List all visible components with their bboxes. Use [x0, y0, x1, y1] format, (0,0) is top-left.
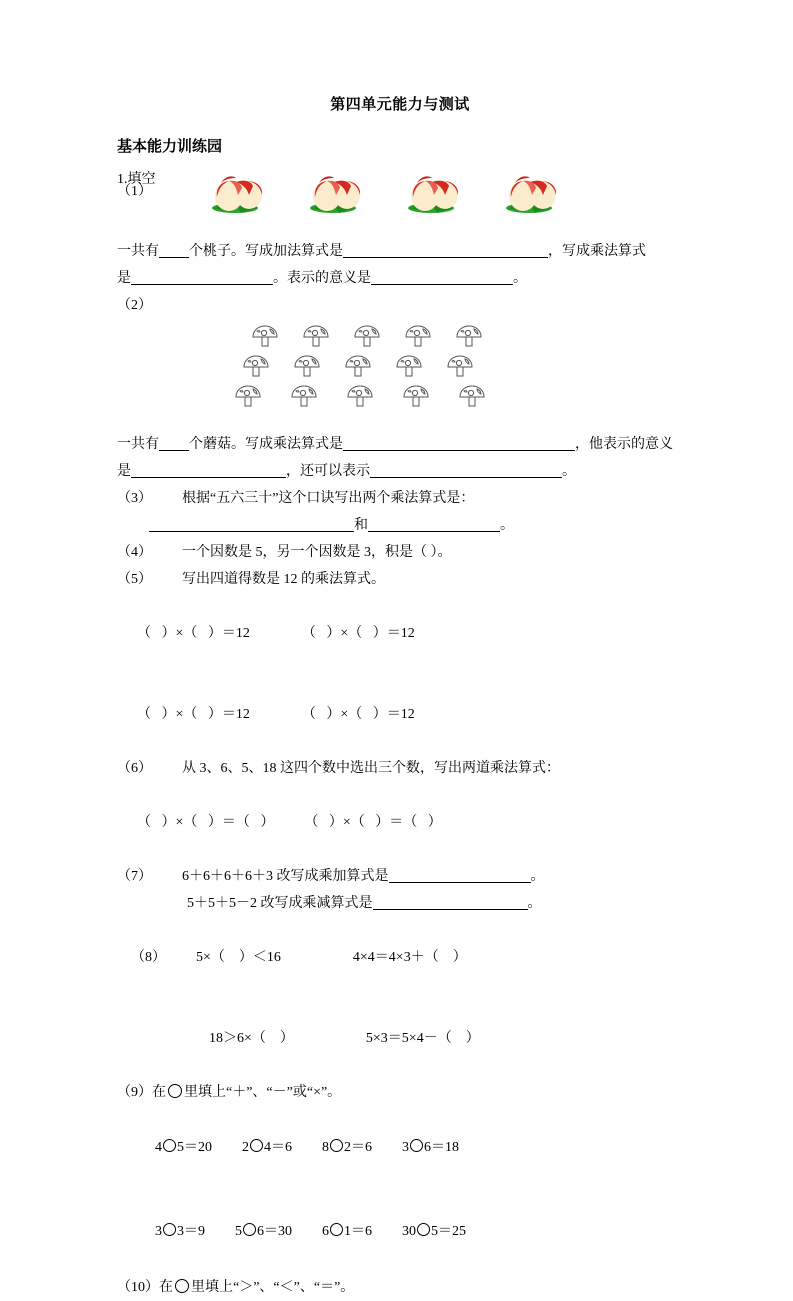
item-5-equation[interactable]: （ ）×（ ）＝12: [137, 706, 250, 722]
item-2-number: （2）: [117, 297, 152, 313]
item-3-blank-1[interactable]: [149, 516, 354, 532]
section-heading: 基本能力训练园: [117, 138, 223, 155]
peach-group-3: [401, 162, 467, 218]
item-8-row-1: [117, 917, 683, 998]
peach-group-2: [303, 162, 369, 218]
mushroom-row-1: [250, 323, 683, 353]
item-7-number: （7）: [117, 868, 152, 884]
item-8-expression[interactable]: 5×3＝5×4－（ ）: [365, 1030, 480, 1046]
item-5-equation[interactable]: （ ）×（ ）＝12: [301, 625, 415, 641]
item-3-joiner: 和: [354, 517, 368, 533]
mushroom-icon: [233, 383, 263, 411]
item-1-line-1: [117, 238, 683, 265]
item-5-equation[interactable]: （ ）×（ ）＝12: [137, 625, 250, 641]
item-6-text: 从 3、6、5、18 这四个数中选出三个数，写出两道乘法算式：: [182, 760, 560, 776]
circle-blank-icon[interactable]: [417, 1223, 430, 1236]
mushroom-icon: [454, 323, 484, 351]
item-2-blank-meaning-2[interactable]: [370, 462, 562, 478]
circle-blank-icon[interactable]: [410, 1139, 423, 1152]
item-7-blank-2[interactable]: [373, 894, 528, 910]
item-1-text-a: 一共有: [117, 243, 159, 259]
item-9-operand-right: 6＝30: [257, 1223, 292, 1239]
question-1-label: 1.填空: [117, 172, 156, 187]
mushroom-icon: [401, 383, 431, 411]
item-4-text: 一个因数是 5，另一个因数是 3，积是（ ）。: [182, 544, 452, 560]
item-9-operand-left: 5: [235, 1223, 242, 1239]
item-8-expression[interactable]: 18＞6×（ ）: [209, 1030, 294, 1046]
item-9-operand-left: 3: [402, 1139, 409, 1155]
item-7-line-2: [117, 890, 683, 917]
item-5-equation[interactable]: （ ）×（ ）＝12: [301, 706, 415, 722]
item-9-operand-right: 2＝6: [344, 1139, 372, 1155]
item-9-operand-right: 5＝25: [431, 1223, 466, 1239]
item-9-text-a: 在: [152, 1084, 166, 1100]
mushroom-row-3: [233, 383, 683, 413]
mushroom-icon: [352, 323, 382, 351]
circle-blank-icon[interactable]: [163, 1223, 176, 1236]
mushroom-icon: [343, 353, 373, 381]
item-9-operand-right: 1＝6: [344, 1223, 372, 1239]
item-1-blank-addition[interactable]: [343, 242, 548, 258]
item-2-text-f: 。: [562, 463, 576, 479]
item-5-text: 写出四道得数是 12 的乘法算式。: [182, 571, 385, 587]
mushroom-icon: [394, 353, 424, 381]
item-9-operand-left: 2: [242, 1139, 249, 1155]
item-10-text-a: 在: [159, 1279, 173, 1295]
item-3-period: 。: [500, 517, 514, 533]
item-6-equation[interactable]: （ ）×（ ）＝（ ）: [304, 814, 442, 830]
item-9-operand-left: 30: [402, 1223, 416, 1239]
item-1-line-2: [117, 265, 683, 292]
item-8-row-2: [117, 998, 683, 1079]
circle-blank-icon[interactable]: [243, 1223, 256, 1236]
item-9-operand-left: 4: [155, 1139, 162, 1155]
item-9-text-b: 里填上“＋”、“－”或“×”。: [184, 1084, 342, 1100]
item-2-text-d: 是: [117, 463, 131, 479]
item-7-blank-1[interactable]: [389, 867, 531, 883]
item-1-blank-meaning[interactable]: [371, 269, 513, 285]
item-10-number: （10）: [117, 1279, 159, 1295]
circle-blank-icon[interactable]: [163, 1139, 176, 1152]
mushroom-icon: [301, 323, 331, 351]
mushroom-icon: [289, 383, 319, 411]
mushroom-row-2: [241, 353, 683, 383]
item-3-answer-line: [117, 512, 683, 539]
item-6-number: （6）: [117, 760, 152, 776]
item-9-operand-right: 3＝9: [177, 1223, 205, 1239]
circle-blank-icon[interactable]: [330, 1223, 343, 1236]
item-8-number: （8）: [131, 949, 166, 965]
item-7-period-1: 。: [530, 868, 545, 884]
item-3-text: 根据“五六三十”这个口诀写出两个乘法算式是：: [182, 490, 475, 506]
item-9-row-1: [117, 1106, 683, 1190]
item-9-operand-left: 8: [322, 1139, 329, 1155]
page-content: [117, 96, 683, 1301]
item-10-text-b: 里填上“＞”、“＜”、“＝”。: [191, 1279, 355, 1295]
item-9-operand-right: 6＝18: [424, 1139, 459, 1155]
item-5-number: （5）: [117, 571, 152, 587]
mushroom-icon: [250, 323, 280, 351]
item-9-row-2: [117, 1190, 683, 1274]
mushroom-icon: [292, 353, 322, 381]
item-2-blank-multiplication[interactable]: [343, 435, 575, 451]
item-2-line-2: [117, 458, 683, 485]
item-1-blank-multiplication[interactable]: [131, 269, 273, 285]
item-9-number: （9）: [117, 1084, 152, 1100]
mushroom-icon: [345, 383, 375, 411]
item-9-operand-left: 3: [155, 1223, 162, 1239]
mushroom-icon: [445, 353, 475, 381]
peach-group-1: [205, 162, 271, 218]
item-2-blank-count[interactable]: [159, 435, 189, 451]
item-6-line: [117, 755, 683, 782]
item-5-equation-row-2: [117, 674, 683, 755]
item-8-expression[interactable]: 4×4＝4×3＋（ ）: [352, 949, 467, 965]
item-9-operand-right: 5＝20: [177, 1139, 212, 1155]
item-8-expression[interactable]: 5×（ ）＜16: [196, 949, 281, 965]
item-1-text-f: 。: [513, 270, 527, 286]
item-4-line: [117, 539, 683, 566]
item-2-number-row: [117, 292, 683, 319]
item-7-text-a: 6＋6＋6＋6＋3 改写成乘加算式是: [182, 868, 389, 884]
page-title: 第四单元能力与测试: [330, 97, 470, 113]
mushroom-icon: [403, 323, 433, 351]
item-2-text-e: ，还可以表示: [286, 463, 370, 479]
item-7-period-2: 。: [527, 895, 542, 911]
circle-placeholder-icon: [175, 1279, 189, 1293]
item-1-text-c: ，写成乘法算式: [548, 243, 646, 259]
item-7-text-b: 5＋5＋5－2 改写成乘减算式是: [187, 895, 373, 911]
item-9-operand-left: 6: [322, 1223, 329, 1239]
item-7-line-1: [117, 863, 683, 890]
mushroom-illustration-grid: [117, 323, 683, 415]
item-4-number: （4）: [117, 544, 152, 560]
item-1-art-row: [117, 160, 683, 224]
item-2-text-a: 一共有: [117, 436, 159, 452]
mushroom-icon: [457, 383, 487, 411]
item-3-blank-2[interactable]: [368, 516, 500, 532]
item-10-instruction: [117, 1274, 683, 1301]
item-5-equation-row-1: [117, 593, 683, 674]
item-6-equation-row: [117, 782, 683, 863]
circle-placeholder-icon: [168, 1084, 182, 1098]
item-1-text-d: 是: [117, 270, 131, 286]
circle-blank-icon[interactable]: [330, 1139, 343, 1152]
item-2-text-c: ，他表示的意义: [575, 436, 673, 452]
item-6-equation[interactable]: （ ）×（ ）＝（ ）: [137, 814, 275, 830]
item-1-number: （1）: [117, 183, 152, 199]
item-2-blank-meaning-1[interactable]: [131, 462, 286, 478]
item-1-text-e: 。表示的意义是: [273, 270, 371, 286]
peach-group-4: [499, 162, 565, 218]
item-9-operand-right: 4＝6: [264, 1139, 292, 1155]
circle-blank-icon[interactable]: [250, 1139, 263, 1152]
item-3-line: [117, 485, 683, 512]
peach-illustration-row: [205, 160, 683, 218]
item-5-line: [117, 566, 683, 593]
item-2-text-b: 个蘑菇。写成乘法算式是: [189, 436, 343, 452]
item-1-blank-count[interactable]: [159, 242, 189, 258]
item-2-line-1: [117, 431, 683, 458]
mushroom-icon: [241, 353, 271, 381]
item-9-instruction: [117, 1079, 683, 1106]
item-1-text-b: 个桃子。写成加法算式是: [189, 243, 343, 259]
item-3-number: （3）: [117, 490, 152, 506]
